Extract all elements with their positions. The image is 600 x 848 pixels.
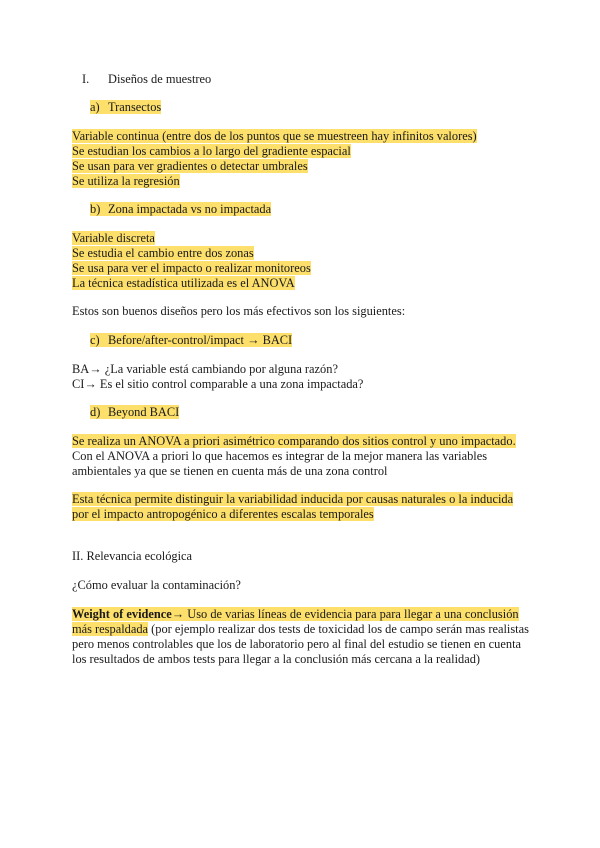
section-1-number: I. [82,72,90,86]
subsection-d-number: d) [90,405,101,419]
transectos-line-3 [72,159,308,174]
transectos-line-1 [72,129,477,144]
transectos-text-1: Variable continua (entre dos de los puntos que se muestreen hay infinitos valores) [72,129,477,143]
subsection-a-title: Transectos [108,100,162,114]
zona-text-3: Se usa para ver el impacto o realizar monitoreos [72,261,311,275]
beyond-highlight2-line-1 [72,492,513,507]
baci-line-2: CI→ Es el sitio control comparable a una zona impactada? [72,377,364,391]
subsection-b-heading [90,202,271,217]
transectos-line-4 [72,174,180,189]
subsection-d-title: Beyond BACI [108,405,180,419]
subsection-c-title: Before/after-control/impact → BACI [108,333,293,347]
transectos-text-3: Se usan para ver gradientes o detectar umbrales [72,159,308,173]
subsection-c-heading [90,333,292,348]
subsection-a-heading [90,100,161,115]
transectos-text-2: Se estudian los cambios a lo largo del gradiente espacial [72,144,351,158]
woe-term: Weight of evidence [72,607,172,621]
beyond-highlight2-line-2 [72,507,374,522]
subsection-b-number: b) [90,202,101,216]
transectos-text-4: Se utiliza la regresión [72,174,180,188]
woe-example: (por ejemplo realizar dos tests de toxicidad los de campo serán mas realistas [148,622,529,636]
beyond-highlight2-text-2: por el impacto antropogénico a diferentes escalas temporales [72,507,374,521]
woe-line-3: pero menos controlables que los de laboratorio pero al final del estudio se tienen en cuenta [72,637,522,651]
zona-line-3 [72,261,311,276]
zona-text-4: La técnica estadística utilizada es el ANOVA [72,276,295,290]
section-1-heading [82,72,211,87]
section-2-heading: II. Relevancia ecológica [72,549,193,563]
woe-line-4: los resultados de ambos tests para llegar a la conclusión más cercana a la realidad) [72,652,481,666]
beyond-plain-line-1: Con el ANOVA a priori lo que hacemos es integrar de la mejor manera las variables [72,449,488,463]
section-1-title: Diseños de muestreo [108,72,212,86]
subsection-b-title: Zona impactada vs no impactada [108,202,272,216]
subsection-c-number: c) [90,333,100,347]
zona-line-4 [72,276,295,291]
beyond-highlight2-text-1: Esta técnica permite distinguir la variabilidad inducida por causas naturales o la inducida [72,492,514,506]
zona-line-2 [72,246,254,261]
beyond-highlight-text: Se realiza un ANOVA a priori asimétrico comparando dos sitios control y uno impactado. [72,434,516,448]
woe-line-1 [72,607,519,622]
transectos-line-2 [72,144,351,159]
zona-line-1 [72,231,155,246]
woe-highlight: más respaldada [72,622,149,636]
zona-text-2: Se estudia el cambio entre dos zonas [72,246,254,260]
woe-definition: → Uso de varias líneas de evidencia para para llegar a una conclusión [171,607,519,621]
contamination-question: ¿Cómo evaluar la contaminación? [72,578,241,592]
baci-line-1: BA→ ¿La variable está cambiando por alguna razón? [72,362,338,376]
zona-text-1: Variable discreta [72,231,155,245]
effective-designs-intro: Estos son buenos diseños pero los más efectivos son los siguientes: [72,304,406,318]
beyond-highlight-line [72,434,516,449]
subsection-a-number: a) [90,100,100,114]
woe-line-2 [72,622,529,637]
subsection-d-heading [90,405,179,420]
beyond-plain-line-2: ambientales ya que se tienen en cuenta más de una zona control [72,464,388,478]
